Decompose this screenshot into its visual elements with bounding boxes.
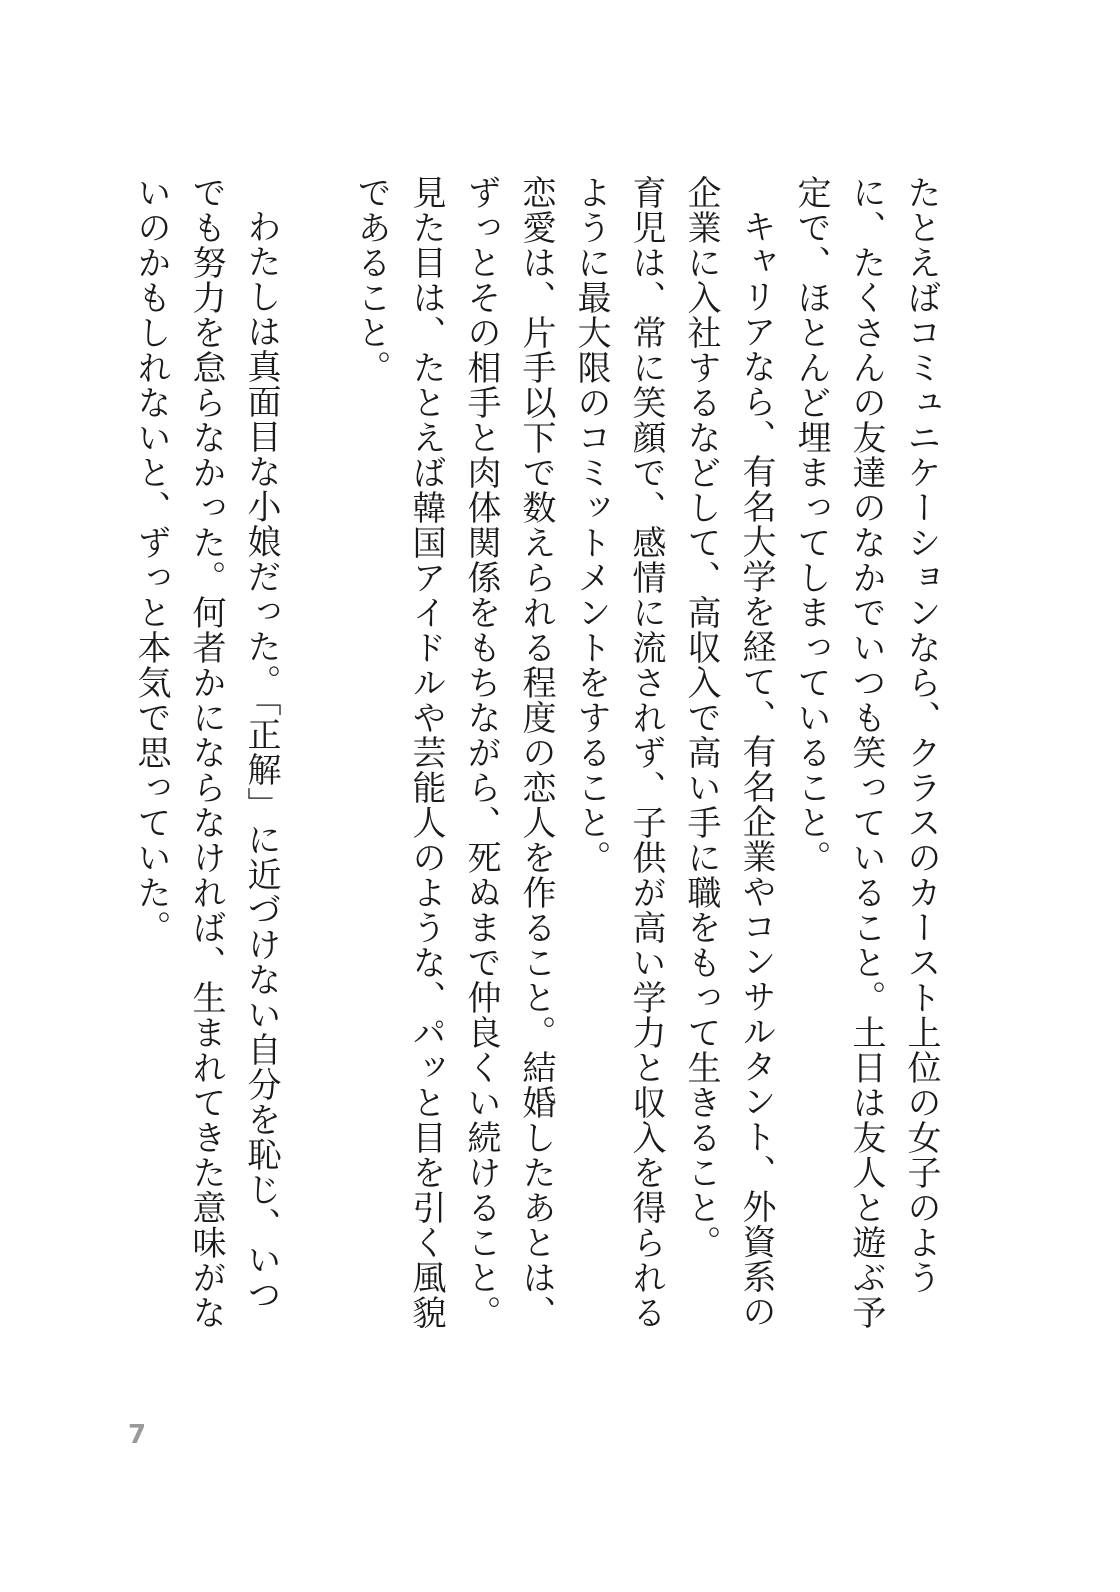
- paragraph-career: キャリアなら、有名大学を経て、有名企業やコンサルタント、外資系の企業に入社するなどして、高収入で高い手に職をもって生きること。: [681, 175, 776, 1329]
- paragraph-reflection: わたしは真面目な小娘だった。「正解」に近づけない自分を恥じ、いつでも努力を怠らなかった。何者かにならなければ、生まれてきた意味がないのかもしれないと、ずっと本気で思っていた。: [131, 175, 281, 1330]
- blank-line: [288, 175, 343, 1335]
- page-number: 7: [128, 1420, 147, 1450]
- paragraph-romance: 恋愛は、片手以下で数えられる程度の恋人を作ること。結婚したあとは、ずっとその相手と肉体関係をもちながら、死ぬまで仲良くい続けること。: [461, 175, 556, 1330]
- paragraph-communication: たとえばコミュニケーションなら、クラスのカースト上位の女子のように、たくさんの友達のなかでいつも笑っていること。土日は友人と遊ぶ予定で、ほとんど埋まってしまっていること。: [791, 175, 941, 1330]
- paragraph-parenting: 育児は、常に笑顔で、感情に流されず、子供が高い学力と収入を得られるように最大限のコミットメントをすること。: [571, 175, 666, 1330]
- paragraph-appearance: 見た目は、たとえば韓国アイドルや芸能人のような、パッと目を引く風貌であること。: [351, 175, 446, 1330]
- vertical-text-body: [123, 175, 948, 1335]
